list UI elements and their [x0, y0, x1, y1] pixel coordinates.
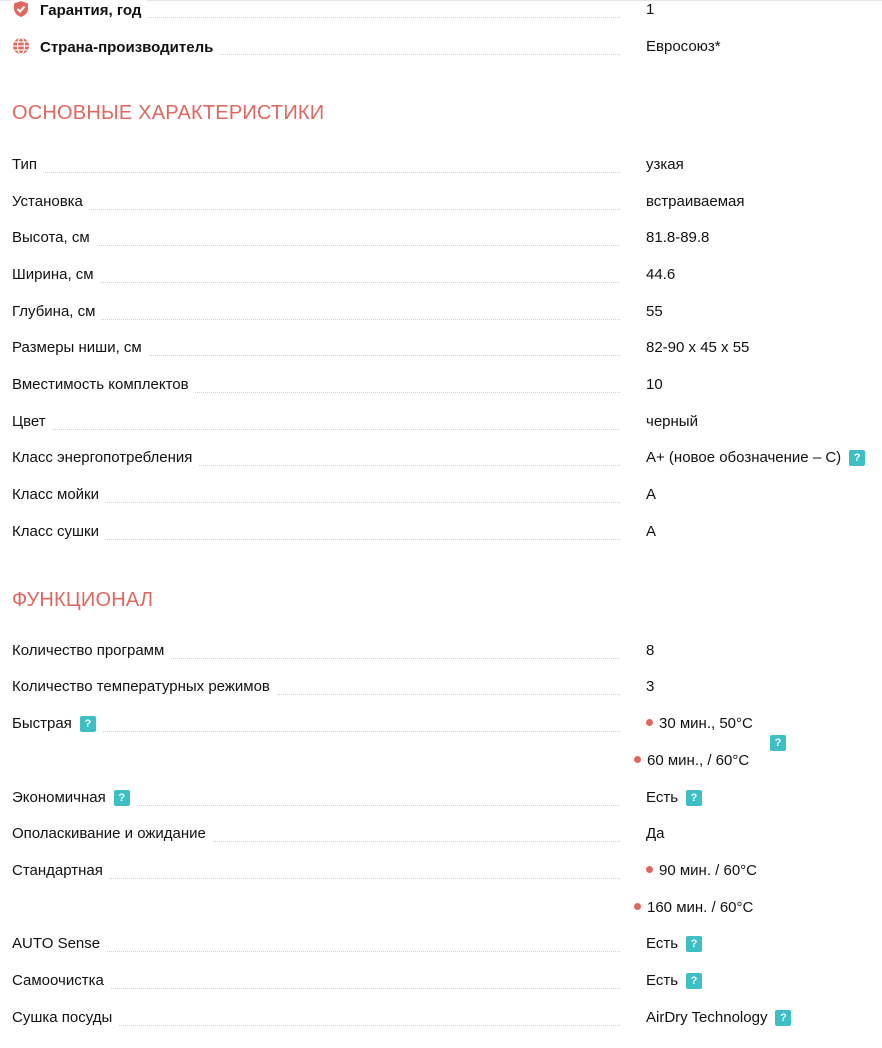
spec-label-text: Страна-производитель	[40, 39, 214, 56]
spec-row-warranty	[12, 0, 882, 24]
dotted-leader	[12, 319, 620, 320]
spec-label	[12, 0, 147, 21]
section-title-main: ОСНОВНЫЕ ХАРАКТЕРИСТИКИ	[12, 102, 325, 124]
spec-label-text: Гарантия, год	[40, 2, 142, 19]
spec-label: Размеры ниши, см	[12, 338, 148, 358]
dotted-leader	[12, 429, 620, 430]
dotted-leader	[12, 245, 620, 246]
spec-row	[12, 155, 882, 179]
section-title-func: ФУНКЦИОНАЛ	[12, 589, 154, 611]
spec-label: Глубина, см	[12, 302, 101, 322]
spec-label: Класс мойки	[12, 485, 105, 505]
spec-value: 44.6	[646, 266, 676, 283]
spec-label: Тип	[12, 155, 43, 175]
help-icon[interactable]: ?	[114, 790, 130, 806]
spec-row	[12, 375, 882, 399]
spec-label: Ополаскивание и ожидание	[12, 824, 212, 844]
spec-row	[12, 338, 882, 362]
dotted-leader	[12, 172, 620, 173]
spec-value: черный	[646, 413, 698, 430]
spec-label: Класс энергопотребления	[12, 448, 198, 468]
spec-row-standard	[12, 861, 882, 885]
spec-row	[12, 641, 882, 665]
spec-row	[12, 1008, 882, 1032]
spec-value	[646, 861, 757, 881]
spec-row	[12, 265, 882, 289]
help-icon[interactable]: ?	[686, 936, 702, 952]
spec-row	[12, 302, 882, 326]
spec-value: 55	[646, 303, 663, 320]
spec-value	[646, 971, 702, 991]
spec-value-text: 90 мин. / 60°C	[659, 862, 758, 879]
spec-row	[12, 677, 882, 701]
help-icon[interactable]: ?	[770, 735, 786, 751]
spec-value: 10	[646, 376, 663, 393]
spec-value: A	[646, 486, 657, 503]
spec-value-text: 160 мин. / 60°C	[647, 899, 754, 916]
dotted-leader	[12, 282, 620, 283]
spec-value: 8	[646, 642, 655, 659]
spec-value	[646, 1008, 791, 1028]
dotted-leader	[12, 731, 620, 732]
globe-icon	[12, 37, 30, 55]
spec-row	[12, 971, 882, 995]
dotted-leader	[12, 209, 620, 210]
spec-value-line	[634, 751, 749, 771]
spec-row	[12, 485, 882, 509]
spec-label: Класс сушки	[12, 522, 105, 542]
spec-value-text: Есть	[646, 935, 679, 952]
bullet-icon	[646, 719, 653, 726]
spec-label: Ширина, см	[12, 265, 100, 285]
spec-label	[12, 37, 219, 58]
spec-value	[646, 448, 865, 468]
shield-check-icon	[12, 0, 30, 18]
spec-value: 3	[646, 678, 655, 695]
spec-label: Стандартная	[12, 861, 109, 881]
spec-label: Количество программ	[12, 641, 170, 661]
spec-row	[12, 824, 882, 848]
spec-value-text: Есть	[646, 972, 679, 989]
spec-value-text: 30 мин., 50°C	[659, 715, 753, 732]
spec-label: Высота, см	[12, 228, 96, 248]
spec-value: Евросоюз*	[646, 38, 721, 55]
spec-value: 81.8-89.8	[646, 229, 710, 246]
spec-value: A	[646, 523, 657, 540]
spec-label: Цвет	[12, 412, 52, 432]
spec-label: Сушка посуды	[12, 1008, 118, 1028]
spec-value-text: A+ (новое обозначение – C)	[646, 449, 842, 466]
spec-label	[12, 714, 102, 734]
spec-value-text: AirDry Technology	[646, 1009, 768, 1026]
spec-value-text: 60 мин., / 60°C	[647, 752, 750, 769]
spec-value-text: Есть	[646, 789, 679, 806]
spec-label: Количество температурных режимов	[12, 677, 276, 697]
spec-row-country	[12, 37, 882, 61]
spec-row	[12, 788, 882, 812]
spec-value: 1	[646, 1, 655, 18]
bullet-icon	[634, 903, 641, 910]
spec-value	[646, 788, 702, 808]
spec-value: 82-90 x 45 x 55	[646, 339, 750, 356]
help-icon[interactable]: ?	[686, 790, 702, 806]
help-icon[interactable]: ?	[686, 973, 702, 989]
spec-row	[12, 228, 882, 252]
spec-label: Установка	[12, 192, 89, 212]
bullet-icon	[646, 866, 653, 873]
spec-label: Вместимость комплектов	[12, 375, 195, 395]
spec-label: Самоочистка	[12, 971, 110, 991]
spec-value	[646, 714, 753, 734]
spec-value: встраиваемая	[646, 193, 745, 210]
help-icon[interactable]: ?	[849, 450, 865, 466]
spec-value: Да	[646, 825, 665, 842]
spec-value	[646, 934, 702, 954]
spec-row	[12, 522, 882, 546]
help-icon[interactable]: ?	[775, 1010, 791, 1026]
spec-label-text: Экономичная	[12, 789, 106, 806]
spec-value: узкая	[646, 156, 684, 173]
spec-row	[12, 412, 882, 436]
spec-row	[12, 192, 882, 216]
spec-label-text: Быстрая	[12, 715, 72, 732]
spec-label	[12, 788, 136, 808]
help-icon[interactable]: ?	[80, 716, 96, 732]
spec-label: AUTO Sense	[12, 934, 106, 954]
spec-row	[12, 448, 882, 472]
spec-row-fast	[12, 714, 882, 738]
spec-value-line	[634, 898, 753, 918]
spec-row	[12, 934, 882, 958]
bullet-icon	[634, 756, 641, 763]
